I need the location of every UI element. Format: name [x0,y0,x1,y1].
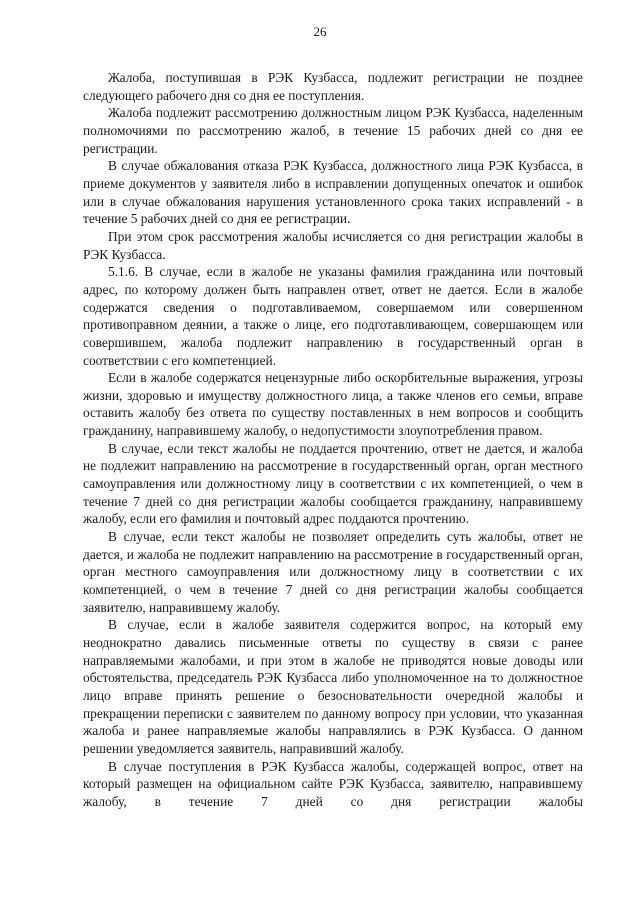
paragraph-5-1-6-no-name: 5.1.6. В случае, если в жалобе не указаны фамилия гражданина или почтовый адрес, по которому должен быть направлен ответ, ответ не дается. Если в жалобе содержатся сведения о подготавливаемом, совершаемом или совершенном противоправном деянии, а также о лице, его подготавливающем, совершающем или совершившем, жалоба подлежит направлению в государственный орган в соответствии с его компетенцией. [83,264,583,368]
paragraph-unreadable-text: В случае, если текст жалобы не поддается прочтению, ответ не дается, и жалоба не подлежит направлению на рассмотрение в государственный орган, орган местного самоуправления или должностному лицу в соответствии с их компетенцией, о чем в течение 7 дней со дня регистрации жалобы сообщается гражданину, направившему жалобу, если его фамилия и почтовый адрес поддаются прочтению. [83,440,583,527]
page-number: 26 [313,24,327,39]
paragraph-period-calculation: При этом срок рассмотрения жалобы исчисляется со дня регистрации жалобы в РЭК Кузбасса. [83,228,583,262]
paragraph-published-answer: В случае поступления в РЭК Кузбасса жалобы, содержащей вопрос, ответ на который размещен на официальном сайте РЭК Кузбасса, заявителю, направившему жалобу, в течение 7 дней со дня регистрации жалобы [83,758,583,809]
paragraph-repeated-question: В случае, если в жалобе заявителя содержится вопрос, на который ему неоднократно давались письменные ответы по существу в связи с ранее направляемыми жалобами, и при этом в жалобе не приводятся новые доводы или обстоятельства, председатель РЭК Кузбасса либо уполномоченное на то должностное лицо вправе принять решение о безосновательности очередной жалобы и прекращении переписки с заявителем по данному вопросу при условии, что указанная жалоба и ранее направляемые жалобы направлялись в РЭК Кузбасса. О данном решении уведомляется заявитель, направивший жалобу. [83,617,583,756]
paragraph-review-period: Жалоба подлежит рассмотрению должностным лицом РЭК Кузбасса, наделенным полномочиями по рассмотрению жалоб, в течение 15 рабочих дней со дня ее регистрации. [83,105,583,156]
paragraph-refusal-appeal: В случае обжалования отказа РЭК Кузбасса, должностного лица РЭК Кузбасса, в приеме документов у заявителя либо в исправлении допущенных опечаток и ошибок или в случае обжалования нарушения установленного срока таких исправлений - в течение 5 рабочих дней со дня ее регистрации. [83,158,583,227]
document-body [83,69,583,811]
paragraph-unclear-essence: В случае, если текст жалобы не позволяет определить суть жалобы, ответ не дается, и жалоба не подлежит направлению на рассмотрение в государственный орган, орган местного самоуправления или должностному лицу в соответствии с их компетенцией, о чем в течение 7 дней со дня регистрации жалобы сообщается заявителю, направившему жалобу. [83,529,583,615]
paragraph-obscene-language: Если в жалобе содержатся нецензурные либо оскорбительные выражения, угрозы жизни, здоровью и имуществу должностного лица, а также членов его семьи, вправе оставить жалобу без ответа по существу поставленных в нем вопросов и сообщить гражданину, направившему жалобу, о недопустимости злоупотребления правом. [83,370,583,439]
paragraph-registration-deadline: Жалоба, поступившая в РЭК Кузбасса, подлежит регистрации не позднее следующего рабочего дня со дня ее поступления. [83,70,583,103]
